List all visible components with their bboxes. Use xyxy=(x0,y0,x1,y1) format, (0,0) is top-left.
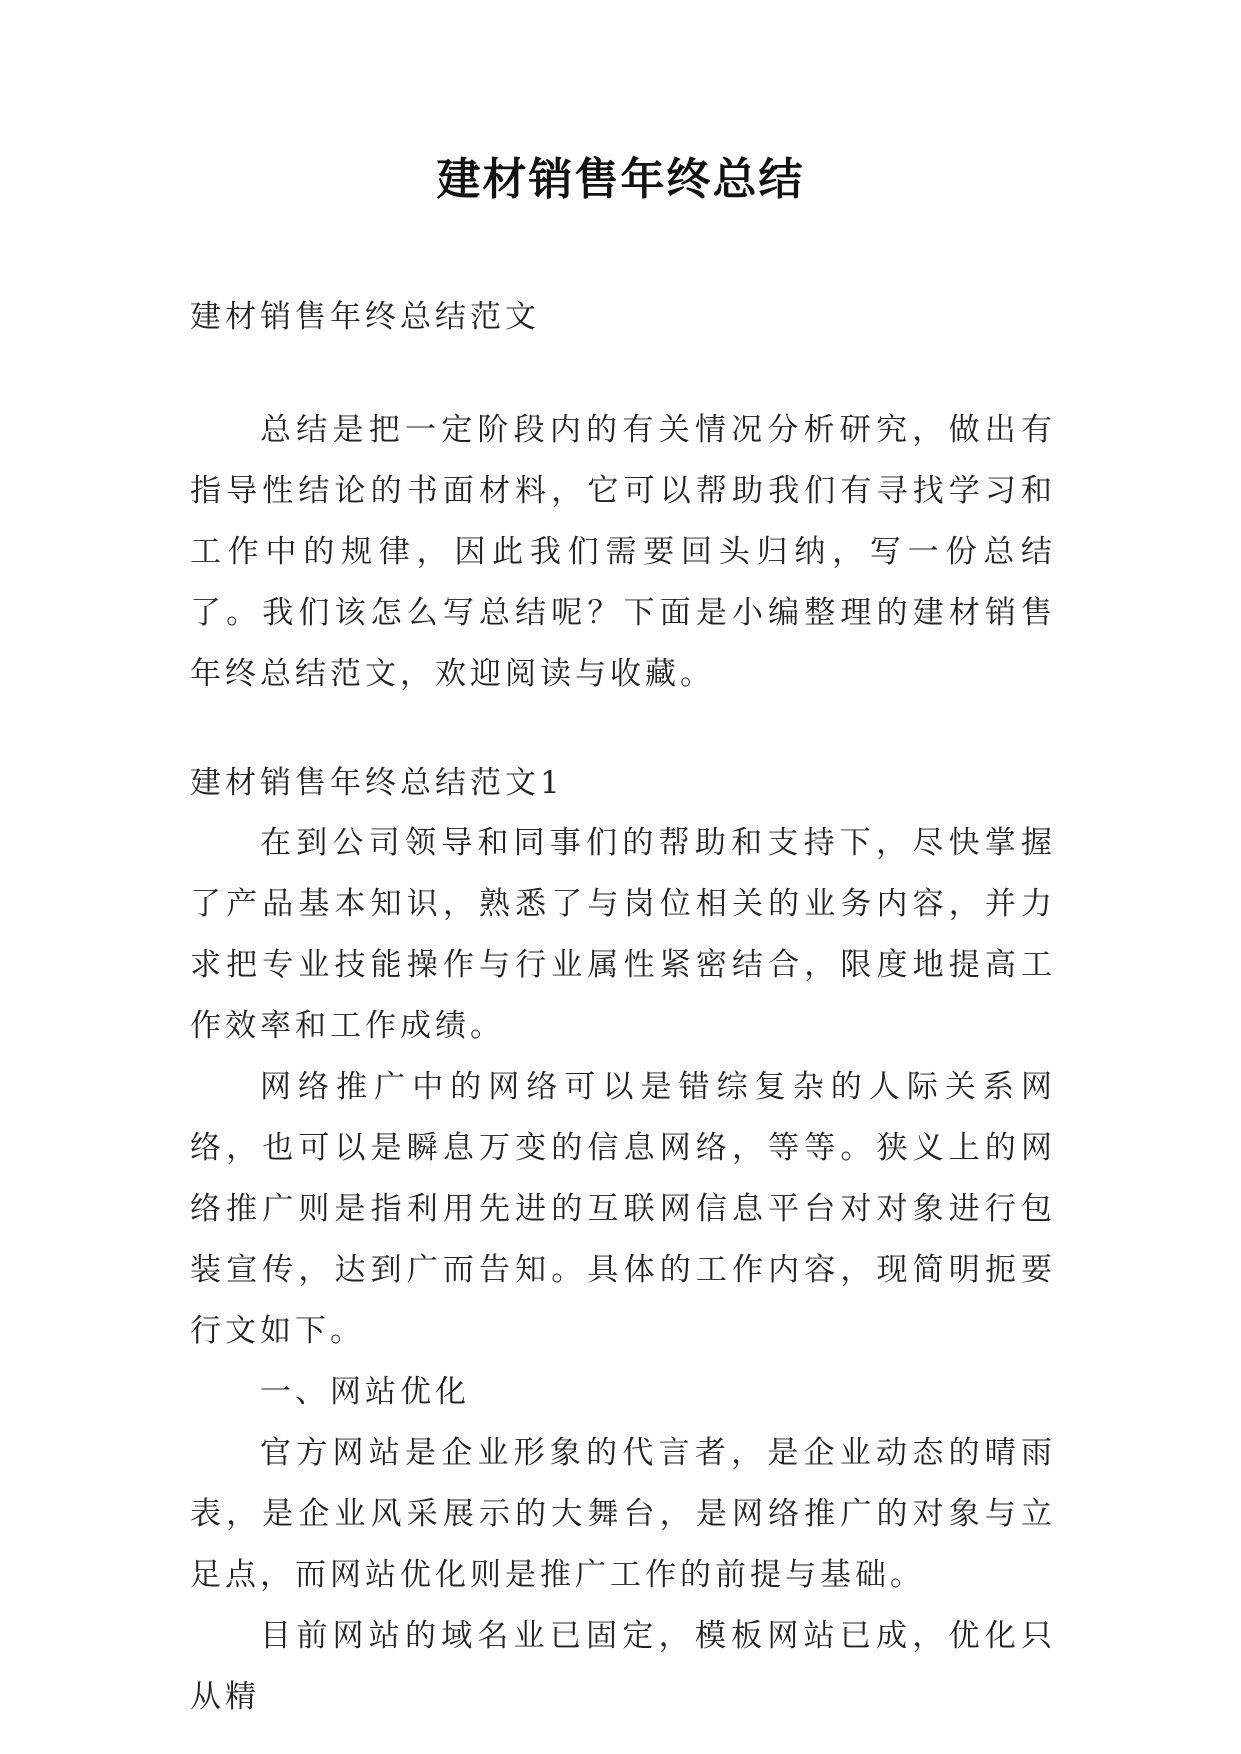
section-heading-block xyxy=(190,753,1056,814)
body-paragraph: 官方网站是企业形象的代言者，是企业动态的晴雨表，是企业风采展示的大舞台，是网络推广的对象与立足点，而网站优化则是推广工作的前提与基础。 xyxy=(190,1435,1056,1593)
intro-paragraph: 总结是把一定阶段内的有关情况分析研究，做出有指导性结论的书面材料，它可以帮助我们有寻找学习和工作中的规律，因此我们需要回头归纳，写一份总结了。我们该怎么写总结呢？下面是小编整理的建材销售年终总结范文，欢迎阅读与收藏。 xyxy=(190,412,1056,692)
section-subheading: 一、网站优化 xyxy=(260,1374,470,1410)
body-paragraph: 在到公司领导和同事们的帮助和支持下，尽快掌握了产品基本知识，熟悉了与岗位相关的业务内容，并力求把专业技能操作与行业属性紧密结合，限度地提高工作效率和工作成绩。 xyxy=(190,825,1056,1044)
intro-paragraph-block xyxy=(190,400,1056,705)
body-paragraph: 目前网站的域名业已固定，模板网站已成，优化只从精 xyxy=(190,1618,1056,1715)
document-subtitle xyxy=(190,287,1056,348)
section-body xyxy=(190,813,1056,1728)
body-paragraph: 网络推广中的网络可以是错综复杂的人际关系网络，也可以是瞬息万变的信息网络，等等。狭义上的网络推广则是指利用先进的互联网信息平台对对象进行包装宣传，达到广而告知。具体的工作内容，现简明扼要行文如下。 xyxy=(190,1069,1056,1349)
document-title: 建材销售年终总结 xyxy=(436,154,805,205)
section-heading: 建材销售年终总结范文1 xyxy=(190,765,564,801)
subtitle-text: 建材销售年终总结范文 xyxy=(190,299,540,335)
